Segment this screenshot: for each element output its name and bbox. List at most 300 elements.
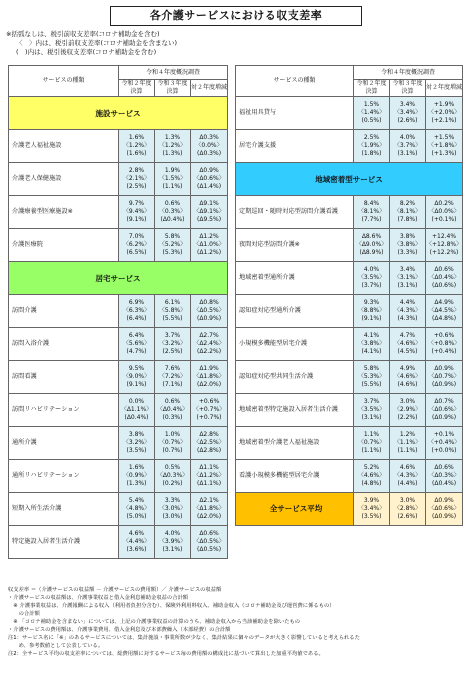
value-aftertax: (5.3%)	[162, 249, 183, 256]
note-line: 収支差率 ＝（介護サービスの収益額 － 介護サービスの費用額）／ 介護サービスの収益額	[8, 587, 222, 593]
value-aftertax: (4.4%)	[397, 480, 418, 487]
value-cell-r2	[354, 427, 390, 460]
value-aftertax: (Δ8.9%)	[359, 249, 384, 256]
value-aftertax: (1.1%)	[397, 447, 418, 454]
value-excl-covid: 〈Δ0.5%〉	[193, 307, 225, 314]
value-cell-r3	[390, 295, 426, 328]
value-aftertax: (4.8%)	[361, 480, 382, 487]
value-aftertax: (9.1%)	[126, 381, 147, 388]
header-diff: 対２年度増減	[426, 80, 463, 97]
value-pretax: 1.9%	[164, 167, 181, 174]
service-name: 通所リハビリテーション	[9, 460, 119, 493]
section-header: 居宅サービス	[9, 262, 228, 295]
service-name: 短期入所生活介護	[9, 493, 119, 526]
value-aftertax: (+1.3%)	[431, 150, 457, 157]
service-name: 地域密着型介護老人福祉施設	[236, 427, 354, 460]
value-cell-diff	[191, 493, 228, 526]
value-pretax: 3.8%	[128, 431, 145, 438]
value-aftertax: (5.5%)	[162, 315, 183, 322]
value-excl-covid: 〈+2.0%〉	[427, 109, 461, 116]
value-aftertax: (3.5%)	[361, 513, 382, 520]
value-excl-covid: 〈9.4%〉	[122, 208, 151, 215]
value-aftertax: (Δ1.2%)	[197, 249, 222, 256]
value-pretax: 4.0%	[164, 530, 181, 537]
value-aftertax: (1.1%)	[162, 183, 183, 190]
value-aftertax: (6.4%)	[126, 315, 147, 322]
value-excl-covid: 〈8.8%〉	[357, 307, 386, 314]
value-aftertax: (Δ0.9%)	[197, 315, 222, 322]
value-aftertax: (Δ0.9%)	[432, 414, 457, 421]
value-cell-diff	[426, 196, 463, 229]
header-r3: 令和３年度決算	[155, 80, 191, 97]
value-excl-covid: 〈3.4%〉	[393, 109, 422, 116]
value-excl-covid: 〈3.8%〉	[357, 340, 386, 347]
value-pretax: 4.7%	[399, 332, 416, 339]
value-pretax: 5.2%	[363, 464, 380, 471]
value-aftertax: (4.1%)	[361, 348, 382, 355]
value-pretax: +0.6%	[433, 332, 455, 339]
value-pretax: Δ0.6%	[434, 464, 454, 471]
section-header: 地域密着型サービス	[236, 163, 463, 196]
value-aftertax: (3.0%)	[162, 513, 183, 520]
value-excl-covid: 〈1.4%〉	[357, 109, 386, 116]
value-excl-covid: 〈6.3%〉	[122, 307, 151, 314]
value-excl-covid: 〈8.1%〉	[393, 208, 422, 215]
service-name: 介護老人福祉施設	[9, 130, 119, 163]
value-cell-diff	[191, 163, 228, 196]
value-pretax: +12.4%	[431, 233, 457, 240]
value-cell-r2	[119, 163, 155, 196]
value-excl-covid: 〈3.4%〉	[357, 505, 386, 512]
value-cell-r2	[354, 196, 390, 229]
legend-line-1: ※括弧なしは、税引前収支差率(コロナ補助金を含む)	[6, 30, 160, 38]
legend-line-3: ( )内は、税引後収支差率(コロナ補助金を含む)	[16, 48, 157, 56]
value-excl-covid: 〈Δ0.6%〉	[193, 175, 225, 182]
value-aftertax: (4.5%)	[397, 348, 418, 355]
value-pretax: Δ1.9%	[199, 365, 219, 372]
value-cell-diff	[191, 460, 228, 493]
value-pretax: Δ1.2%	[199, 233, 219, 240]
value-aftertax: (Δ2.8%)	[197, 447, 222, 454]
value-cell-r2	[119, 361, 155, 394]
value-excl-covid: 〈Δ1.2%〉	[193, 472, 225, 479]
value-cell-r3	[390, 460, 426, 493]
value-aftertax: (Δ0.6%)	[432, 282, 457, 289]
value-pretax: Δ0.3%	[199, 134, 219, 141]
header-survey: 令和４年度概況調査	[354, 66, 463, 80]
value-aftertax: (Δ2.2%)	[197, 348, 222, 355]
value-excl-covid: 〈3.1%〉	[393, 274, 422, 281]
value-pretax: Δ0.2%	[434, 200, 454, 207]
value-pretax: 1.6%	[128, 134, 145, 141]
value-excl-covid: 〈Δ0.6%〉	[428, 505, 460, 512]
value-pretax: 3.3%	[164, 497, 181, 504]
value-excl-covid: 〈1.1%〉	[393, 439, 422, 446]
note-line: 注1：サービス名に「※」のあるサービスについては、集計施設・事業所数が少なく、集計結果に個々のデータが大きく影響していると考えられるた	[8, 635, 360, 641]
value-cell-r3	[155, 361, 191, 394]
value-excl-covid: 〈4.6%〉	[393, 340, 422, 347]
value-pretax: +1.5%	[433, 134, 455, 141]
value-cell-r3	[155, 130, 191, 163]
value-pretax: 1.5%	[363, 101, 380, 108]
value-excl-covid: 〈6.2%〉	[122, 241, 151, 248]
service-name: 認知症対応型共同生活介護	[236, 361, 354, 394]
header-service-type: サービスの種類	[9, 66, 119, 97]
value-pretax: Δ0.9%	[434, 365, 454, 372]
value-pretax: 8.2%	[399, 200, 416, 207]
value-aftertax: (4.6%)	[397, 381, 418, 388]
value-cell-diff	[191, 361, 228, 394]
right-table	[235, 65, 463, 526]
value-pretax: 7.6%	[164, 365, 181, 372]
value-cell-r3	[155, 460, 191, 493]
value-pretax: 3.8%	[399, 233, 416, 240]
value-cell-r3	[155, 196, 191, 229]
value-excl-covid: 〈2.8%〉	[393, 505, 422, 512]
value-aftertax: (Δ0.3%)	[197, 150, 222, 157]
value-aftertax: (3.1%)	[397, 150, 418, 157]
value-cell-r3	[155, 394, 191, 427]
value-pretax: 4.4%	[399, 299, 416, 306]
value-aftertax: (3.3%)	[397, 249, 418, 256]
note-line: ・介護サービスの費用額は、介護事業費用、借入金利息及び本部費繰入（本部経費）の合計額	[8, 627, 231, 633]
value-cell-r3	[155, 229, 191, 262]
service-name: 介護老人保健施設	[9, 163, 119, 196]
value-excl-covid: 〈3.2%〉	[122, 439, 151, 446]
value-aftertax: (2.6%)	[397, 513, 418, 520]
value-excl-covid: 〈+1.8%〉	[427, 142, 461, 149]
value-cell-r3	[390, 394, 426, 427]
value-aftertax: (3.5%)	[126, 447, 147, 454]
value-aftertax: (1.3%)	[162, 150, 183, 157]
value-aftertax: (3.1%)	[162, 546, 183, 553]
value-excl-covid: 〈5.8%〉	[158, 307, 187, 314]
value-aftertax: (1.1%)	[361, 447, 382, 454]
value-cell-r2	[354, 229, 390, 262]
value-aftertax: (6.5%)	[126, 249, 147, 256]
value-cell-r2	[354, 130, 390, 163]
value-aftertax: (4.3%)	[397, 315, 418, 322]
value-pretax: Δ0.8%	[199, 299, 219, 306]
value-cell-diff	[426, 394, 463, 427]
note-line: ※ 介護事業収益は、介護報酬による収入（利用者負担分含む）、保険外利用料収入、補助金収入（コロナ補助金及び運営費に係るもの）	[8, 603, 335, 609]
value-excl-covid: 〈Δ9.1%〉	[193, 208, 225, 215]
value-cell-diff	[191, 328, 228, 361]
service-name: 定期巡回・随時対応型訪問介護看護	[236, 196, 354, 229]
note-line: ・介護サービスの収益額は、介護事業収益と借入金利息補助金収益の合計額	[8, 595, 189, 601]
value-aftertax: (5.0%)	[126, 513, 147, 520]
value-aftertax: (Δ9.5%)	[197, 216, 222, 223]
value-excl-covid: 〈+12.8%〉	[426, 241, 463, 248]
value-excl-covid: 〈+0.4%〉	[427, 439, 461, 446]
value-pretax: 4.0%	[399, 134, 416, 141]
value-cell-r3	[390, 493, 426, 526]
value-cell-r3	[390, 262, 426, 295]
value-excl-covid: 〈Δ0.3%〉	[428, 472, 460, 479]
value-excl-covid: 〈0.7%〉	[158, 439, 187, 446]
value-cell-r3	[155, 427, 191, 460]
service-name: 介護医療院	[9, 229, 119, 262]
value-pretax: 5.8%	[164, 233, 181, 240]
value-excl-covid: 〈Δ2.4%〉	[193, 340, 225, 347]
value-pretax: Δ0.6%	[199, 530, 219, 537]
value-pretax: 9.7%	[128, 200, 145, 207]
value-excl-covid: 〈Δ9.0%〉	[355, 241, 388, 248]
value-cell-diff	[426, 460, 463, 493]
value-aftertax: (2.6%)	[397, 117, 418, 124]
value-aftertax: (Δ4.8%)	[432, 315, 457, 322]
value-cell-r3	[155, 295, 191, 328]
value-aftertax: (Δ1.1%)	[197, 480, 222, 487]
value-cell-r2	[119, 328, 155, 361]
value-cell-r3	[390, 229, 426, 262]
value-excl-covid: 〈3.9%〉	[158, 538, 187, 545]
value-excl-covid: 〈7.2%〉	[158, 373, 187, 380]
value-excl-covid: 〈4.8%〉	[122, 505, 151, 512]
value-excl-covid: 〈Δ2.5%〉	[193, 439, 225, 446]
value-excl-covid: 〈0.7%〉	[357, 439, 386, 446]
value-cell-diff	[426, 328, 463, 361]
service-name: 全サービス平均	[236, 493, 354, 526]
value-aftertax: (7.1%)	[162, 381, 183, 388]
service-name: 訪問入浴介護	[9, 328, 119, 361]
service-name: 通所介護	[9, 427, 119, 460]
value-cell-diff	[191, 196, 228, 229]
value-excl-covid: 〈3.0%〉	[158, 505, 187, 512]
service-name: 居宅介護支援	[236, 130, 354, 163]
value-excl-covid: 〈4.6%〉	[357, 472, 386, 479]
value-pretax: Δ2.1%	[199, 497, 219, 504]
value-cell-r2	[354, 295, 390, 328]
value-pretax: 3.4%	[399, 266, 416, 273]
value-pretax: 6.9%	[128, 299, 145, 306]
value-pretax: 4.6%	[128, 530, 145, 537]
value-pretax: +1.9%	[433, 101, 455, 108]
value-pretax: 6.1%	[164, 299, 181, 306]
value-cell-r2	[119, 427, 155, 460]
value-aftertax: (1.8%)	[361, 150, 382, 157]
value-pretax: Δ8.6%	[361, 233, 382, 240]
value-pretax: +0.6%	[198, 398, 220, 405]
service-name: 特定施設入居者生活介護	[9, 526, 119, 559]
header-survey: 令和４年度概況調査	[119, 66, 228, 80]
value-pretax: 3.7%	[363, 398, 380, 405]
value-pretax: 0.6%	[164, 200, 181, 207]
value-cell-r2	[119, 526, 155, 559]
value-aftertax: (4.7%)	[126, 348, 147, 355]
value-pretax: 9.3%	[363, 299, 380, 306]
value-cell-r2	[119, 394, 155, 427]
value-excl-covid: 〈3.7%〉	[393, 142, 422, 149]
value-aftertax: (1.3%)	[126, 480, 147, 487]
value-aftertax: (0.7%)	[162, 447, 183, 454]
value-aftertax: (Δ0.9%)	[432, 381, 457, 388]
value-excl-covid: 〈1.2%〉	[122, 142, 151, 149]
value-aftertax: (2.5%)	[126, 183, 147, 190]
value-excl-covid: 〈0.3%〉	[158, 208, 187, 215]
value-aftertax: (+2.1%)	[431, 117, 457, 124]
value-aftertax: (2.5%)	[162, 348, 183, 355]
value-excl-covid: 〈5.3%〉	[357, 373, 386, 380]
value-pretax: 2.8%	[128, 167, 145, 174]
value-pretax: 4.9%	[399, 365, 416, 372]
value-cell-diff	[191, 295, 228, 328]
service-name: 地域密着型通所介護	[236, 262, 354, 295]
value-pretax: 6.4%	[128, 332, 145, 339]
note-line: 注2：全サービス平均の収支差率については、総費用額に対するサービス毎の費用額の構成比に基づいて算出した加重平均値である。	[8, 651, 324, 657]
value-cell-r2	[354, 328, 390, 361]
value-aftertax: (Δ0.9%)	[432, 513, 457, 520]
value-excl-covid: 〈Δ1.8%〉	[193, 505, 225, 512]
value-pretax: 0.5%	[164, 464, 181, 471]
value-pretax: 4.0%	[363, 266, 380, 273]
value-aftertax: (0.3%)	[162, 414, 183, 421]
value-cell-diff	[191, 394, 228, 427]
service-name: 福祉用具貸与	[236, 97, 354, 130]
value-excl-covid: 〈5.6%〉	[122, 340, 151, 347]
value-excl-covid: 〈3.8%〉	[393, 241, 422, 248]
value-cell-r2	[354, 97, 390, 130]
value-cell-r2	[354, 493, 390, 526]
value-aftertax: (0.5%)	[361, 117, 382, 124]
service-name: 夜間対応型訪問介護※	[236, 229, 354, 262]
value-aftertax: (3.1%)	[361, 414, 382, 421]
value-pretax: 1.2%	[399, 431, 416, 438]
value-pretax: 1.0%	[164, 431, 181, 438]
value-cell-diff	[426, 262, 463, 295]
value-excl-covid: 〈+0.8%〉	[427, 340, 461, 347]
value-excl-covid: 〈Δ0.4%〉	[428, 274, 460, 281]
value-aftertax: (3.1%)	[397, 282, 418, 289]
value-excl-covid: 〈Δ0.4%〉	[156, 406, 189, 413]
value-excl-covid: 〈3.5%〉	[357, 406, 386, 413]
value-pretax: Δ2.8%	[199, 431, 219, 438]
value-aftertax: (9.1%)	[126, 216, 147, 223]
value-cell-r2	[119, 493, 155, 526]
value-cell-r2	[354, 394, 390, 427]
note-line: ※ 「コロナ補助金を含まない」については、上記の介護事業収益の計算のうち、補助金収入から当該補助金を除いたもの	[8, 619, 301, 625]
value-excl-covid: 〈Δ4.5%〉	[428, 307, 460, 314]
value-cell-r2	[354, 361, 390, 394]
value-pretax: Δ0.6%	[434, 266, 454, 273]
value-cell-r3	[155, 526, 191, 559]
service-name: 訪問リハビリテーション	[9, 394, 119, 427]
value-pretax: Δ4.9%	[434, 299, 454, 306]
value-cell-r3	[155, 328, 191, 361]
value-excl-covid: 〈Δ1.8%〉	[193, 373, 225, 380]
value-pretax: 4.6%	[399, 464, 416, 471]
note-line: め、参考数値として公表している。	[8, 643, 104, 649]
value-aftertax: (Δ1.4%)	[197, 183, 222, 190]
value-pretax: 2.5%	[363, 134, 380, 141]
value-cell-diff	[426, 229, 463, 262]
value-aftertax: (7.8%)	[397, 216, 418, 223]
value-excl-covid: 〈+0.7%〉	[192, 406, 226, 413]
value-cell-diff	[426, 361, 463, 394]
value-excl-covid: 〈9.0%〉	[122, 373, 151, 380]
value-excl-covid: 〈Δ0.5%〉	[193, 538, 225, 545]
value-aftertax: (+0.4%)	[431, 348, 457, 355]
value-cell-r3	[390, 97, 426, 130]
note-line: の合計額	[8, 611, 40, 617]
value-cell-r3	[155, 163, 191, 196]
service-name: 訪問看護	[9, 361, 119, 394]
value-aftertax: (Δ0.4%)	[432, 480, 457, 487]
value-excl-covid: 〈5.2%〉	[158, 241, 187, 248]
value-pretax: 3.7%	[164, 332, 181, 339]
value-excl-covid: 〈2.1%〉	[122, 175, 151, 182]
value-excl-covid: 〈3.2%〉	[158, 340, 187, 347]
value-pretax: 1.3%	[164, 134, 181, 141]
value-cell-r3	[390, 361, 426, 394]
value-aftertax: (3.6%)	[126, 546, 147, 553]
value-pretax: Δ9.1%	[199, 200, 219, 207]
value-pretax: Δ0.9%	[434, 497, 454, 504]
value-pretax: 0.0%	[128, 398, 145, 405]
value-cell-r2	[119, 460, 155, 493]
value-pretax: 5.4%	[128, 497, 145, 504]
value-aftertax: (Δ0.4%)	[124, 414, 149, 421]
value-aftertax: (9.1%)	[361, 315, 382, 322]
value-excl-covid: 〈0.0%〉	[195, 142, 223, 149]
page-title: 各介護サービスにおける収支差率	[110, 6, 362, 26]
value-excl-covid: 〈4.3%〉	[393, 472, 422, 479]
service-name: 看護小規模多機能型居宅介護	[236, 460, 354, 493]
value-pretax: +0.1%	[433, 431, 455, 438]
value-cell-diff	[191, 229, 228, 262]
value-pretax: 5.8%	[363, 365, 380, 372]
value-excl-covid: 〈Δ0.3%〉	[156, 472, 189, 479]
header-service-type: サービスの種類	[236, 66, 354, 97]
value-pretax: Δ2.7%	[199, 332, 219, 339]
value-cell-r3	[390, 130, 426, 163]
value-aftertax: (5.5%)	[361, 381, 382, 388]
value-pretax: 3.0%	[399, 398, 416, 405]
value-excl-covid: 〈Δ1.0%〉	[193, 241, 225, 248]
value-cell-diff	[426, 97, 463, 130]
value-cell-diff	[426, 295, 463, 328]
value-aftertax: (2.2%)	[397, 414, 418, 421]
value-cell-diff	[191, 130, 228, 163]
value-excl-covid: 〈4.6%〉	[393, 373, 422, 380]
value-aftertax: (Δ0.5%)	[197, 546, 222, 553]
value-pretax: 3.4%	[399, 101, 416, 108]
value-pretax: Δ0.7%	[434, 398, 454, 405]
value-excl-covid: 〈Δ0.0%〉	[428, 208, 460, 215]
value-cell-diff	[191, 427, 228, 460]
value-excl-covid: 〈8.1%〉	[357, 208, 386, 215]
value-cell-r3	[390, 427, 426, 460]
value-excl-covid: 〈2.9%〉	[393, 406, 422, 413]
value-pretax: 3.9%	[363, 497, 380, 504]
value-cell-diff	[426, 130, 463, 163]
value-cell-r3	[155, 493, 191, 526]
service-name: 訪問介護	[9, 295, 119, 328]
service-name: 介護療養型医療施設※	[9, 196, 119, 229]
left-table	[8, 65, 228, 559]
value-aftertax: (Δ2.0%)	[197, 381, 222, 388]
value-aftertax: (+0.7%)	[196, 414, 222, 421]
value-aftertax: (0.2%)	[162, 480, 183, 487]
value-excl-covid: 〈1.9%〉	[357, 142, 386, 149]
header-r2: 令和２年度決算	[354, 80, 390, 97]
notes	[8, 586, 464, 658]
value-excl-covid: 〈1.5%〉	[158, 175, 187, 182]
value-excl-covid: 〈Δ0.6%〉	[428, 406, 460, 413]
value-pretax: 9.5%	[128, 365, 145, 372]
value-cell-r2	[119, 295, 155, 328]
value-cell-r2	[354, 262, 390, 295]
